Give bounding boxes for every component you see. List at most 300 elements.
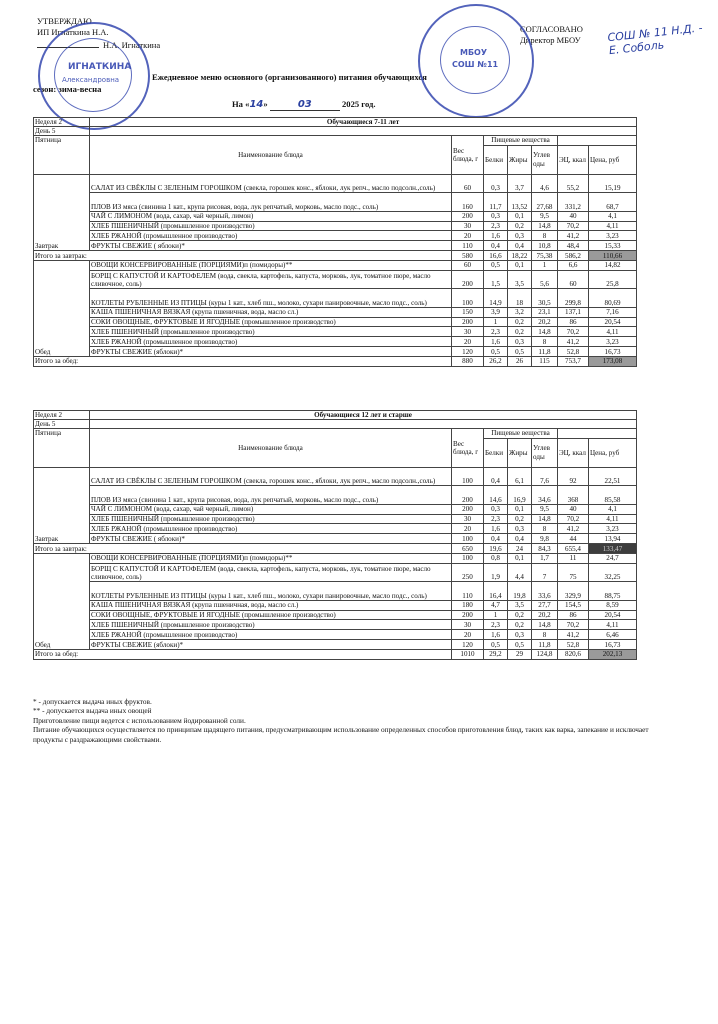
dish-weight: 200 [452, 610, 484, 620]
dish-name: САЛАТ ИЗ СВЁКЛЫ С ЗЕЛЕНЫМ ГОРОШКОМ (свекла, горошек конс., яблоки, лук репч., масло подсолн.,соль) [90, 174, 452, 193]
dish-name: ФРУКТЫ СВЕЖИЕ (яблоки)* [90, 639, 452, 649]
dish-fat: 0,3 [508, 231, 532, 241]
total-carbs: 115 [532, 356, 558, 366]
dish-kcal: 44 [558, 534, 589, 544]
footnotes [33, 697, 673, 744]
week-label: Неделя 2 [34, 411, 90, 420]
dish-price: 20,54 [589, 317, 637, 327]
dish-price: 88,75 [589, 582, 637, 601]
total-kcal: 586,2 [558, 250, 589, 260]
col-fat-header: Жиры [508, 145, 532, 174]
dish-carbs: 14,8 [532, 620, 558, 630]
dish-protein: 16,4 [484, 582, 508, 601]
dish-protein: 11,7 [484, 193, 508, 212]
dish-carbs: 11,8 [532, 639, 558, 649]
dish-kcal: 331,2 [558, 193, 589, 212]
dish-carbs: 1 [532, 260, 558, 270]
dish-price: 4,1 [589, 504, 637, 514]
dish-carbs: 9,5 [532, 211, 558, 221]
stamp-right [418, 4, 534, 118]
dish-protein: 0,3 [484, 174, 508, 193]
col-protein-header: Белки [484, 145, 508, 174]
col-nutrients-header: Пищевые вещества [484, 429, 558, 438]
dish-kcal: 70,2 [558, 221, 589, 231]
meal-total-row [34, 356, 637, 366]
dish-carbs: 7,6 [532, 467, 558, 486]
dish-protein: 2,3 [484, 514, 508, 524]
menu-item-row [34, 639, 637, 649]
dish-name: САЛАТ ИЗ СВЁКЛЫ С ЗЕЛЕНЫМ ГОРОШКОМ (свекла, горошек конс., яблоки, лук репч., масло подсолн.,соль) [90, 467, 452, 486]
menu-item-row [34, 563, 637, 582]
total-kcal: 753,7 [558, 356, 589, 366]
dish-protein: 1,5 [484, 270, 508, 289]
dish-protein: 0,5 [484, 260, 508, 270]
dish-fat: 0,1 [508, 260, 532, 270]
dish-protein: 0,8 [484, 553, 508, 563]
meal-total-row [34, 543, 637, 553]
col-kcal-header: ЭЦ, ккал [558, 145, 589, 174]
total-protein: 29,2 [484, 649, 508, 659]
dish-fat: 0,2 [508, 317, 532, 327]
note-fruits: * - допускается выдача иных фруктов. [33, 697, 152, 706]
dish-weight: 30 [452, 221, 484, 231]
dish-name: ФРУКТЫ СВЕЖИЕ (яблоки)* [90, 346, 452, 356]
dish-protein: 0,3 [484, 211, 508, 221]
dish-price: 6,46 [589, 630, 637, 640]
dish-weight: 20 [452, 231, 484, 241]
meal-total-label: Итого за обед: [34, 356, 452, 366]
dish-weight: 200 [452, 486, 484, 505]
dish-carbs: 20,2 [532, 610, 558, 620]
meal-total-row [34, 250, 637, 260]
total-price: 110,66 [589, 250, 637, 260]
dish-kcal: 60 [558, 270, 589, 289]
approved-label: УТВЕРЖДАЮ [37, 16, 92, 26]
dish-name: СОКИ ОВОЩНЫЕ, ФРУКТОВЫЕ И ЯГОДНЫЕ (промышленное производство) [90, 610, 452, 620]
total-kcal: 820,6 [558, 649, 589, 659]
dish-price: 7,16 [589, 307, 637, 317]
total-fat: 24 [508, 543, 532, 553]
dish-weight: 200 [452, 504, 484, 514]
note-gentle-diet: Питание обучающихся осуществляется по принципам щадящего питания, предусматривающим использование определенных способов приготовления блюд, таких как варка, запекание и исключает продукты с раздражающими свойствами. [33, 725, 649, 744]
dish-protein: 1,6 [484, 337, 508, 347]
dish-weight: 30 [452, 327, 484, 337]
dish-price: 4,1 [589, 211, 637, 221]
season-subtitle: сезон: зима-весна [33, 84, 102, 94]
dish-kcal: 154,5 [558, 600, 589, 610]
dish-fat: 0,2 [508, 610, 532, 620]
dish-name: КАША ПШЕНИЧНАЯ ВЯЗКАЯ (крупа пшеничная, вода, масло сл.) [90, 307, 452, 317]
dish-fat: 18 [508, 289, 532, 308]
dish-price: 3,23 [589, 337, 637, 347]
approved-signature-name: Н.А. Игнаткина [103, 40, 161, 50]
total-fat: 18,22 [508, 250, 532, 260]
dish-fat: 3,7 [508, 174, 532, 193]
dish-fat: 0,3 [508, 337, 532, 347]
dish-weight: 120 [452, 346, 484, 356]
dish-kcal: 6,6 [558, 260, 589, 270]
total-price: 173,08 [589, 356, 637, 366]
meal-label: Завтрак [34, 174, 90, 250]
dish-name: ЧАЙ С ЛИМОНОМ (вода, сахар, чай черный, лимон) [90, 211, 452, 221]
dish-carbs: 4,6 [532, 174, 558, 193]
dish-kcal: 41,2 [558, 524, 589, 534]
dish-fat: 0,2 [508, 620, 532, 630]
dish-price: 3,23 [589, 231, 637, 241]
dish-fat: 0,4 [508, 534, 532, 544]
col-nutrients-header: Пищевые вещества [484, 136, 558, 145]
dish-weight: 100 [452, 467, 484, 486]
dish-name: БОРЩ С КАПУСТОЙ И КАРТОФЕЛЕМ (вода, свекла, картофель, капуста, морковь, лук, томатное пюре, масло сливочное, соль) [90, 563, 452, 582]
weekday-label: Пятница [34, 136, 90, 174]
dish-kcal: 86 [558, 610, 589, 620]
dish-name: ХЛЕБ ПШЕНИЧНЫЙ (промышленное производство) [90, 327, 452, 337]
dish-carbs: 5,6 [532, 270, 558, 289]
dish-carbs: 7 [532, 563, 558, 582]
dish-fat: 19,8 [508, 582, 532, 601]
dish-protein: 0,5 [484, 639, 508, 649]
dish-price: 20,54 [589, 610, 637, 620]
dish-kcal: 368 [558, 486, 589, 505]
total-carbs: 124,8 [532, 649, 558, 659]
dish-kcal: 52,8 [558, 639, 589, 649]
dish-protein: 0,4 [484, 534, 508, 544]
dish-protein: 1 [484, 610, 508, 620]
date-mid: » [263, 99, 268, 109]
dish-name: КОТЛЕТЫ РУБЛЕННЫЕ ИЗ ПТИЦЫ (куры 1 кат., хлеб пш., молоко, сухари панировочные, масло подс., соль) [90, 289, 452, 308]
dish-name: ЧАЙ С ЛИМОНОМ (вода, сахар, чай черный, лимон) [90, 504, 452, 514]
dish-fat: 3,5 [508, 270, 532, 289]
dish-fat: 4,4 [508, 563, 532, 582]
dish-weight: 180 [452, 600, 484, 610]
dish-fat: 0,2 [508, 327, 532, 337]
dish-fat: 0,4 [508, 241, 532, 251]
day-row [34, 127, 637, 136]
dish-protein: 3,9 [484, 307, 508, 317]
dish-name: ХЛЕБ РЖАНОЙ (промышленное производство) [90, 231, 452, 241]
dish-kcal: 70,2 [558, 327, 589, 337]
dish-name: ОВОЩИ КОНСЕРВИРОВАННЫЕ (ПОРЦИЯМИ)п (помидоры)** [90, 553, 452, 563]
meal-label: Обед [34, 260, 90, 356]
menu-item-row [34, 337, 637, 347]
age-group-title: Обучающиеся 7-11 лет [90, 118, 637, 127]
menu-item-row [34, 241, 637, 251]
col-protein-header: Белки [484, 438, 508, 467]
menu-item-row [34, 534, 637, 544]
dish-price: 4,11 [589, 620, 637, 630]
dish-price: 15,33 [589, 241, 637, 251]
col-carbs-header: Углев оды [532, 438, 558, 467]
dish-name: КОТЛЕТЫ РУБЛЕННЫЕ ИЗ ПТИЦЫ (куры 1 кат., хлеб пш., молоко, сухари панировочные, масло подс., соль) [90, 582, 452, 601]
menu-item-row [34, 193, 637, 212]
dish-protein: 2,3 [484, 221, 508, 231]
dish-fat: 0,1 [508, 211, 532, 221]
col-weight-header: Вес блюда, г [452, 136, 484, 174]
age-group-title: Обучающиеся 12 лет и старше [90, 411, 637, 420]
dish-carbs: 30,5 [532, 289, 558, 308]
dish-kcal: 92 [558, 467, 589, 486]
dish-fat: 0,1 [508, 504, 532, 514]
dish-carbs: 23,1 [532, 307, 558, 317]
dish-protein: 14,6 [484, 486, 508, 505]
dish-name: ФРУКТЫ СВЕЖИЕ ( яблоки)* [90, 241, 452, 251]
menu-table [33, 117, 637, 367]
col-kcal-header: ЭЦ, ккал [558, 438, 589, 467]
dish-kcal: 86 [558, 317, 589, 327]
menu-item-row [34, 582, 637, 601]
column-header-row [34, 429, 637, 438]
note-vegetables: ** - допускается выдача иных овощей [33, 706, 152, 716]
header-filler [90, 420, 637, 429]
dish-name: ФРУКТЫ СВЕЖИЕ ( яблоки)* [90, 534, 452, 544]
dish-carbs: 8 [532, 231, 558, 241]
dish-weight: 30 [452, 514, 484, 524]
dish-kcal: 41,2 [558, 337, 589, 347]
dish-protein: 0,4 [484, 467, 508, 486]
dish-kcal: 55,2 [558, 174, 589, 193]
dish-protein: 1 [484, 317, 508, 327]
dish-kcal: 41,2 [558, 630, 589, 640]
dish-weight: 110 [452, 241, 484, 251]
menu-item-row [34, 289, 637, 308]
dish-protein: 0,4 [484, 241, 508, 251]
menu-item-row [34, 307, 637, 317]
menu-item-row [34, 524, 637, 534]
col-weight-header: Вес блюда, г [452, 429, 484, 467]
dish-price: 13,94 [589, 534, 637, 544]
menu-item-row [34, 486, 637, 505]
stamp-left-name: ИГНАТКИНА [68, 62, 132, 72]
menu-item-row [34, 620, 637, 630]
dish-price: 80,69 [589, 289, 637, 308]
dish-kcal: 329,9 [558, 582, 589, 601]
dish-fat: 0,5 [508, 639, 532, 649]
dish-fat: 6,1 [508, 467, 532, 486]
dish-carbs: 1,7 [532, 553, 558, 563]
dish-fat: 0,2 [508, 221, 532, 231]
dish-price: 85,58 [589, 486, 637, 505]
menu-item-row [34, 260, 637, 270]
total-carbs: 75,38 [532, 250, 558, 260]
header-filler [90, 127, 637, 136]
menu-item-row [34, 553, 637, 563]
dish-weight: 20 [452, 524, 484, 534]
col-carbs-header: Углев оды [532, 145, 558, 174]
dish-kcal: 137,1 [558, 307, 589, 317]
dish-protein: 0,3 [484, 504, 508, 514]
dish-carbs: 33,6 [532, 582, 558, 601]
dish-carbs: 8 [532, 524, 558, 534]
dish-kcal: 52,8 [558, 346, 589, 356]
dish-protein: 2,3 [484, 620, 508, 630]
col-price-header: Цена, руб [589, 145, 637, 174]
total-weight: 580 [452, 250, 484, 260]
col-fat-header: Жиры [508, 438, 532, 467]
dish-protein: 2,3 [484, 327, 508, 337]
total-price: 202,13 [589, 649, 637, 659]
dish-price: 4,11 [589, 221, 637, 231]
dish-kcal: 70,2 [558, 620, 589, 630]
dish-protein: 0,5 [484, 346, 508, 356]
dish-carbs: 8 [532, 337, 558, 347]
total-protein: 16,6 [484, 250, 508, 260]
dish-weight: 160 [452, 193, 484, 212]
total-weight: 1010 [452, 649, 484, 659]
menu-item-row [34, 600, 637, 610]
dish-protein: 1,6 [484, 231, 508, 241]
week-row [34, 411, 637, 420]
agreed-position: Директор МБОУ [520, 35, 581, 45]
total-weight: 880 [452, 356, 484, 366]
dish-name: ПЛОВ ИЗ мяса (свинина 1 кат., крупа рисовая, вода, лук репчатый, морковь, масло подс., соль) [90, 486, 452, 505]
menu-table [33, 410, 637, 660]
dish-name: ПЛОВ ИЗ мяса (свинина 1 кат., крупа рисовая, вода, лук репчатый, морковь, масло подс., соль) [90, 193, 452, 212]
total-fat: 29 [508, 649, 532, 659]
col-name-header: Наименование блюда [90, 429, 452, 467]
total-carbs: 84,3 [532, 543, 558, 553]
menu-item-row [34, 231, 637, 241]
dish-protein: 1,6 [484, 524, 508, 534]
meal-label: Обед [34, 553, 90, 649]
stamp-left-sub: Александровна [62, 76, 120, 84]
dish-kcal: 11 [558, 553, 589, 563]
dish-weight: 20 [452, 337, 484, 347]
dish-fat: 16,9 [508, 486, 532, 505]
dish-weight: 200 [452, 270, 484, 289]
dish-carbs: 10,8 [532, 241, 558, 251]
dish-carbs: 27,68 [532, 193, 558, 212]
dish-weight: 110 [452, 582, 484, 601]
dish-price: 22,51 [589, 467, 637, 486]
total-protein: 26,2 [484, 356, 508, 366]
dish-kcal: 40 [558, 504, 589, 514]
date-prefix: На « [232, 99, 250, 109]
dish-carbs: 14,8 [532, 514, 558, 524]
note-iodized-salt: Приготовление пищи ведется с использованием йодированной соли. [33, 715, 246, 725]
dish-kcal: 299,8 [558, 289, 589, 308]
dish-weight: 60 [452, 174, 484, 193]
meal-label: Завтрак [34, 467, 90, 543]
menu-item-row [34, 346, 637, 356]
dish-price: 4,11 [589, 327, 637, 337]
dish-kcal: 75 [558, 563, 589, 582]
dish-kcal: 40 [558, 211, 589, 221]
dish-name: ХЛЕБ РЖАНОЙ (промышленное производство) [90, 524, 452, 534]
dish-price: 25,8 [589, 270, 637, 289]
total-weight: 650 [452, 543, 484, 553]
week-label: Неделя 2 [34, 118, 90, 127]
dish-name: ХЛЕБ ПШЕНИЧНЫЙ (промышленное производство) [90, 620, 452, 630]
dish-weight: 150 [452, 307, 484, 317]
dish-fat: 0,1 [508, 553, 532, 563]
dish-name: ХЛЕБ ПШЕНИЧНЫЙ (промышленное производство) [90, 221, 452, 231]
menu-item-row [34, 504, 637, 514]
menu-item-row [34, 317, 637, 327]
dish-name: СОКИ ОВОЩНЫЕ, ФРУКТОВЫЕ И ЯГОДНЫЕ (промышленное производство) [90, 317, 452, 327]
date-month: 03 [270, 99, 340, 111]
menu-item-row [34, 174, 637, 193]
dish-fat: 3,5 [508, 600, 532, 610]
dish-price: 15,19 [589, 174, 637, 193]
dish-protein: 14,9 [484, 289, 508, 308]
dish-kcal: 70,2 [558, 514, 589, 524]
dish-price: 32,25 [589, 563, 637, 582]
dish-kcal: 48,4 [558, 241, 589, 251]
dish-weight: 60 [452, 260, 484, 270]
stamp-left [38, 22, 150, 130]
date-line [232, 99, 376, 111]
dish-name: ХЛЕБ ПШЕНИЧНЫЙ (промышленное производство) [90, 514, 452, 524]
dish-weight: 120 [452, 639, 484, 649]
dish-weight: 200 [452, 211, 484, 221]
total-fat: 26 [508, 356, 532, 366]
dish-weight: 30 [452, 620, 484, 630]
dish-carbs: 34,6 [532, 486, 558, 505]
dish-price: 8,59 [589, 600, 637, 610]
dish-name: КАША ПШЕНИЧНАЯ ВЯЗКАЯ (крупа пшеничная, вода, масло сл.) [90, 600, 452, 610]
meal-total-label: Итого за обед: [34, 649, 452, 659]
menu-item-row [34, 514, 637, 524]
header-filler [558, 429, 637, 438]
dish-fat: 0,5 [508, 346, 532, 356]
dish-price: 16,73 [589, 346, 637, 356]
menu-item-row [34, 610, 637, 620]
menu-item-row [34, 630, 637, 640]
dish-price: 24,7 [589, 553, 637, 563]
dish-carbs: 9,8 [532, 534, 558, 544]
dish-carbs: 8 [532, 630, 558, 640]
dish-fat: 0,2 [508, 514, 532, 524]
day-row [34, 420, 637, 429]
dish-price: 16,73 [589, 639, 637, 649]
dish-price: 68,7 [589, 193, 637, 212]
day-label: День 5 [34, 127, 90, 136]
handwritten-note: СОШ № 11 Н.Д. - Е. Соболь [606, 21, 704, 58]
weekday-label: Пятница [34, 429, 90, 467]
dish-weight: 100 [452, 289, 484, 308]
approved-org: ИП Игнаткина Н.А. [37, 27, 109, 37]
dish-weight: 250 [452, 563, 484, 582]
meal-total-label: Итого за завтрак: [34, 543, 452, 553]
dish-weight: 20 [452, 630, 484, 640]
menu-item-row [34, 211, 637, 221]
header-filler [558, 136, 637, 145]
dish-name: БОРЩ С КАПУСТОЙ И КАРТОФЕЛЕМ (вода, свекла, картофель, капуста, морковь, лук, томатное пюре, масло сливочное, соль) [90, 270, 452, 289]
dish-carbs: 20,2 [532, 317, 558, 327]
dish-carbs: 9,5 [532, 504, 558, 514]
meal-total-label: Итого за завтрак: [34, 250, 452, 260]
col-name-header: Наименование блюда [90, 136, 452, 174]
total-kcal: 655,4 [558, 543, 589, 553]
dish-protein: 1,9 [484, 563, 508, 582]
day-label: День 5 [34, 420, 90, 429]
dish-carbs: 11,8 [532, 346, 558, 356]
week-row [34, 118, 637, 127]
agreed-label: СОГЛАСОВАНО [520, 24, 583, 34]
dish-price: 14,82 [589, 260, 637, 270]
dish-carbs: 27,7 [532, 600, 558, 610]
dish-weight: 100 [452, 553, 484, 563]
total-protein: 19,6 [484, 543, 508, 553]
stamp-right-org: МБОУ [460, 48, 488, 57]
dish-name: ХЛЕБ РЖАНОЙ (промышленное производство) [90, 337, 452, 347]
dish-fat: 0,3 [508, 524, 532, 534]
menu-item-row [34, 467, 637, 486]
stamp-right-school: СОШ №11 [452, 60, 499, 69]
dish-name: ОВОЩИ КОНСЕРВИРОВАННЫЕ (ПОРЦИЯМИ)п (помидоры)** [90, 260, 452, 270]
menu-item-row [34, 270, 637, 289]
dish-price: 4,11 [589, 514, 637, 524]
